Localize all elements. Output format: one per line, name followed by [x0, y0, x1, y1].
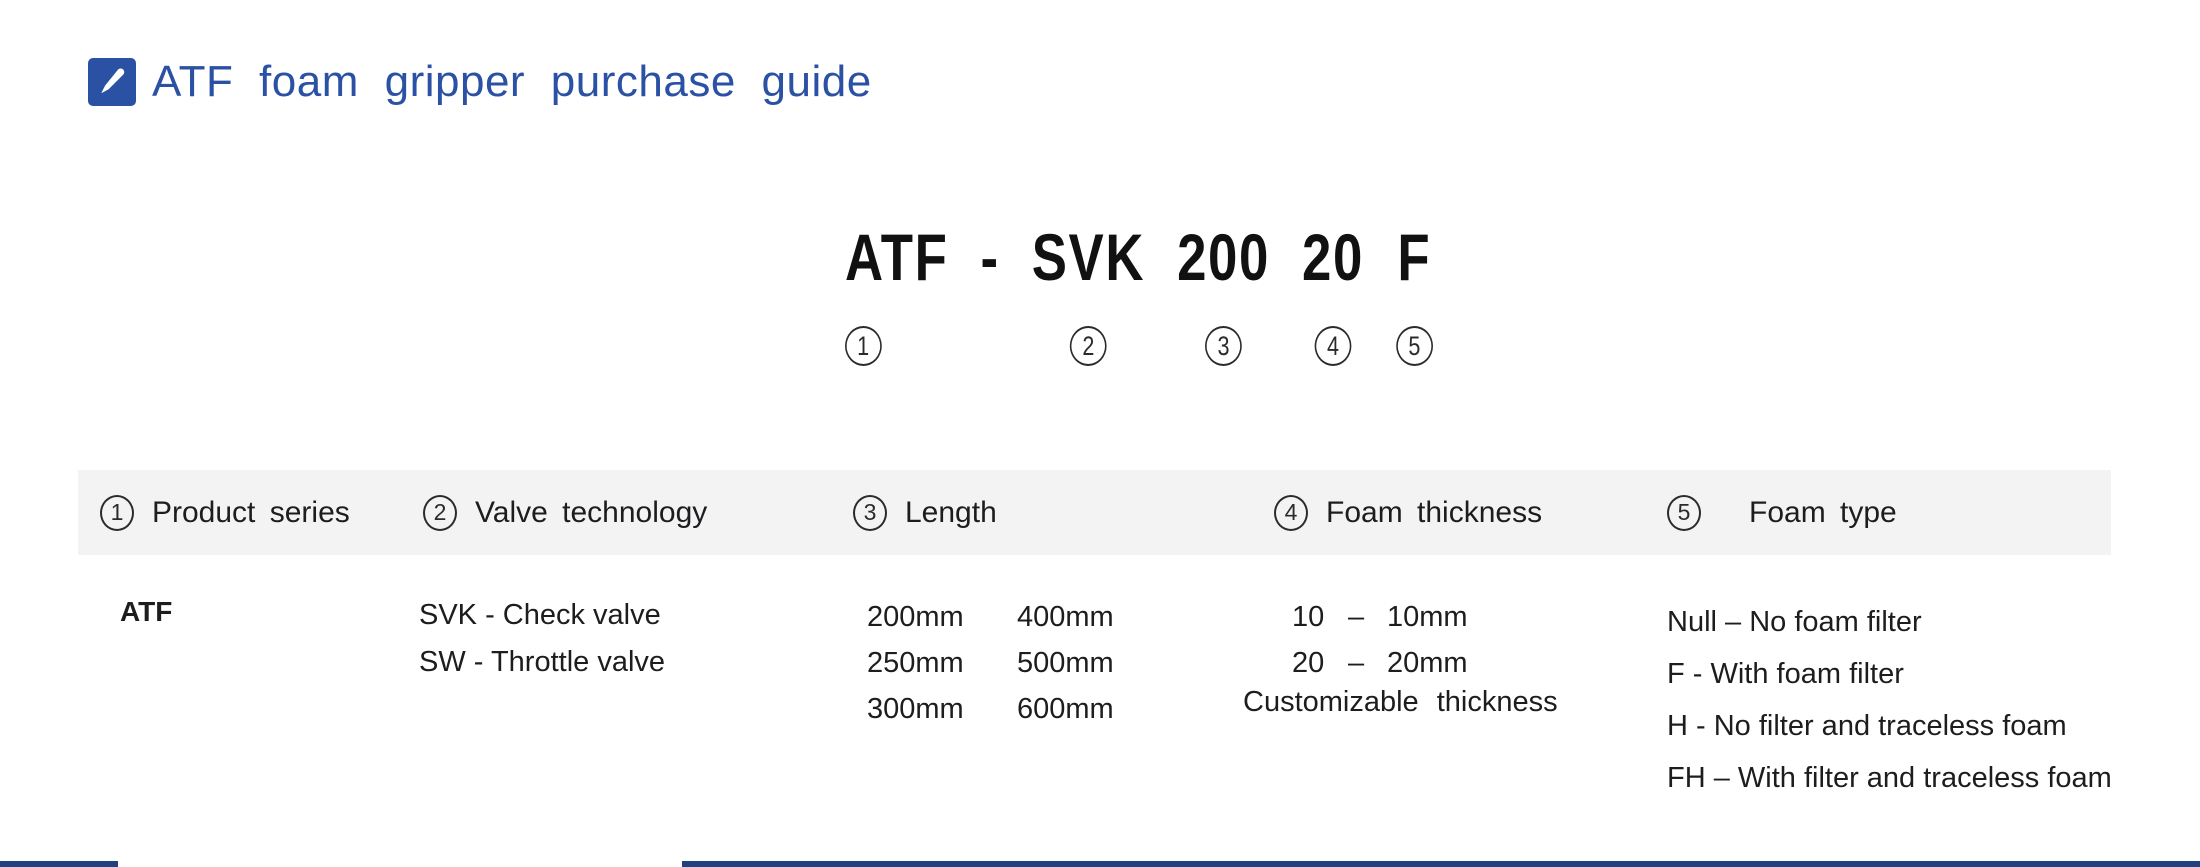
- valve-option: SW - Throttle valve: [419, 646, 666, 678]
- code-text: -: [980, 220, 1000, 294]
- circled-number-3: 3: [853, 495, 887, 531]
- circled-number-2: 2: [423, 495, 457, 531]
- model-code: [845, 220, 1433, 366]
- page-title-bar: [88, 58, 872, 106]
- valve-option: SVK - Check valve: [419, 599, 661, 631]
- table-header-band: [78, 470, 2111, 555]
- circled-number-1: 1: [100, 495, 134, 531]
- code-text: 200: [1177, 220, 1270, 294]
- thickness-note: Customizable thickness: [1243, 686, 1558, 718]
- code-segment-valve: [1031, 220, 1146, 366]
- length-options: [867, 594, 1114, 732]
- header-foam-type: [1667, 495, 1897, 531]
- code-text: ATF: [845, 220, 949, 294]
- code-segment-length: [1177, 220, 1270, 366]
- bottom-right-accent-bar: [682, 861, 2200, 867]
- header-label: Valve technology: [475, 495, 708, 529]
- length-option: 600mm: [1017, 693, 1114, 725]
- page-title: ATF foam gripper purchase guide: [152, 57, 872, 106]
- circled-number-4: 4: [1315, 326, 1352, 366]
- foam-type-option: Null – No foam filter: [1667, 606, 1922, 638]
- thickness-option: [1292, 594, 1468, 640]
- foam-type-option: H - No filter and traceless foam: [1667, 710, 2067, 742]
- thickness-value: 20mm: [1387, 647, 1468, 679]
- length-column-1: [867, 594, 1017, 732]
- thickness-dash: –: [1348, 647, 1365, 679]
- code-segment-dash: [980, 220, 1000, 294]
- length-option: 200mm: [867, 601, 964, 633]
- circled-number-1: 1: [845, 326, 882, 366]
- thickness-dash: –: [1348, 601, 1365, 633]
- code-text: 20: [1301, 220, 1364, 294]
- foam-type-list: [1667, 596, 2112, 804]
- foam-thickness-options: [1292, 594, 1468, 686]
- foam-type-option: FH – With filter and traceless foam: [1667, 762, 2112, 794]
- header-valve-technology: [423, 495, 707, 531]
- circled-number-5: 5: [1667, 495, 1701, 531]
- code-segment-foamtype: [1396, 220, 1433, 366]
- length-option: 400mm: [1017, 601, 1114, 633]
- thickness-option: [1292, 640, 1468, 686]
- thickness-value: 10mm: [1387, 601, 1468, 633]
- header-label: Foam type: [1749, 495, 1897, 529]
- code-segment-series: [845, 220, 949, 366]
- code-segment-thickness: [1301, 220, 1364, 366]
- header-length: [853, 495, 997, 531]
- circled-number-5: 5: [1396, 326, 1433, 366]
- foam-type-option: F - With foam filter: [1667, 658, 1904, 690]
- circled-number-3: 3: [1205, 326, 1242, 366]
- thickness-code: 20: [1292, 647, 1325, 679]
- length-option: 500mm: [1017, 647, 1114, 679]
- thickness-code: 10: [1292, 601, 1325, 633]
- circled-number-4: 4: [1274, 495, 1308, 531]
- header-label: Foam thickness: [1326, 495, 1543, 529]
- length-column-2: [1017, 594, 1114, 732]
- header-label: Length: [905, 495, 997, 529]
- code-text: F: [1397, 220, 1432, 294]
- model-code-block: [845, 220, 1580, 366]
- code-text: SVK: [1031, 220, 1146, 294]
- product-series-value: ATF: [120, 596, 173, 627]
- header-product-series: [100, 495, 350, 531]
- header-foam-thickness: [1274, 495, 1542, 531]
- header-label: Product series: [152, 495, 350, 529]
- bottom-left-accent-bar: [0, 861, 118, 867]
- valve-technology-list: [419, 592, 665, 686]
- circled-number-2: 2: [1070, 326, 1107, 366]
- length-option: 300mm: [867, 693, 964, 725]
- length-option: 250mm: [867, 647, 964, 679]
- pencil-icon: [88, 58, 136, 106]
